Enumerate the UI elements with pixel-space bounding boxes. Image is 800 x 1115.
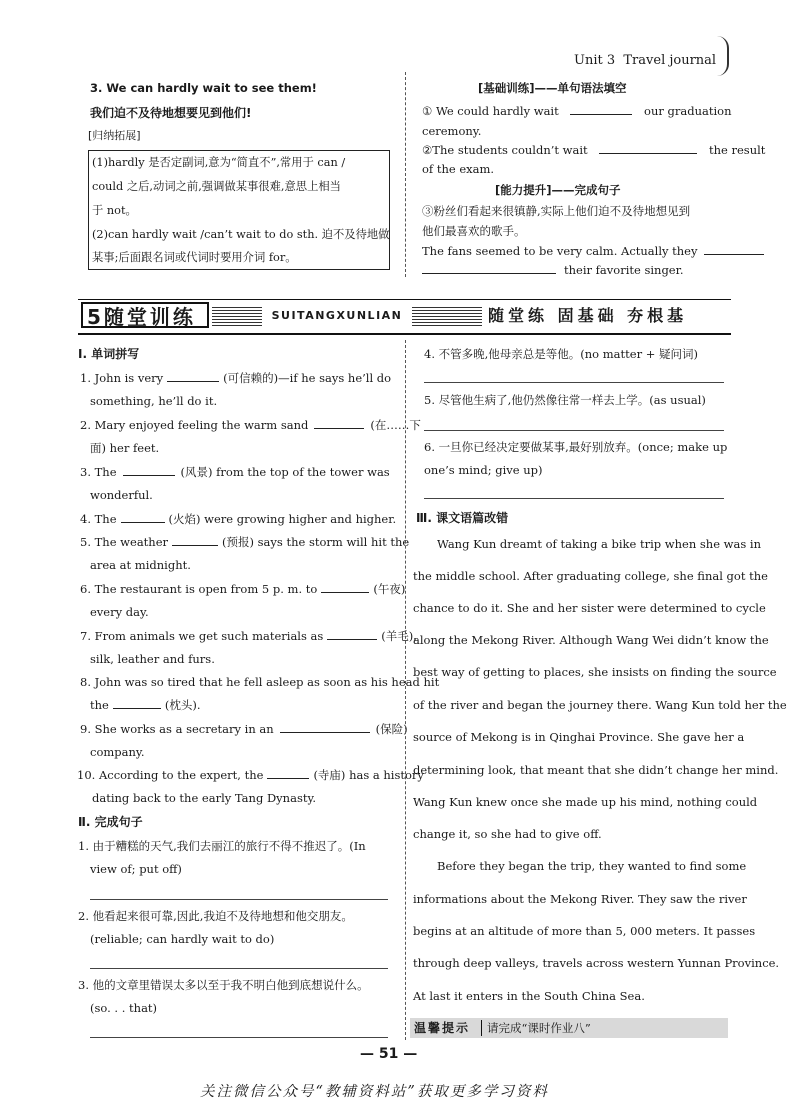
- passage-line: best way of getting to places, she insists on finding the source: [413, 665, 777, 679]
- word-item-7-cont: silk, leather and furs.: [90, 652, 215, 666]
- fill-question-2: ②The students couldn’t wait the result: [422, 143, 766, 157]
- sentence-item-2-cont: (reliable; can hardly wait to do): [90, 932, 275, 946]
- word-item-6: 6. The restaurant is open from 5 p. m. to (午夜): [80, 582, 406, 596]
- answer-line: [424, 430, 724, 431]
- word-item-8: 8. John was so tired that he fell asleep as soon as his head hit: [80, 675, 440, 689]
- summary-tag: [归纳拓展]: [88, 129, 141, 142]
- answer-line: [90, 899, 388, 900]
- section-1-title: Ⅰ. 单词拼写: [78, 347, 140, 361]
- footer-note: 关注微信公众号“教辅资料站”获取更多学习资料: [200, 1084, 549, 1100]
- passage-line: Wang Kun knew once she made up his mind, nothing could: [413, 795, 758, 809]
- example-sentence: 3. We can hardly wait to see them!: [90, 81, 317, 95]
- fill-question-1-cont: ceremony.: [422, 124, 482, 138]
- banner-rule-bottom: [78, 333, 731, 335]
- note-line: (1)hardly 是否定副词,意为“简直不”,常用于 can /: [92, 156, 346, 169]
- word-item-9-cont: company.: [90, 745, 145, 759]
- sentence-item-6: 6. 一旦你已经决定要做某事,最好别放弃。(once; make up: [424, 440, 728, 454]
- banner-slogan: 随堂练 固基础 夯根基: [488, 306, 688, 325]
- sentence-item-1: 1. 由于糟糕的天气,我们去丽江的旅行不得不推迟了。(In: [78, 839, 366, 853]
- note-line: could 之后,动词之前,强调做某事很难,意思上相当: [92, 180, 341, 193]
- passage-line: Wang Kun dreamt of taking a bike trip when she was in: [437, 537, 762, 551]
- basic-training-heading: [基础训练]——单句语法填空: [478, 81, 627, 95]
- section-2-title: Ⅱ. 完成句子: [78, 815, 143, 829]
- word-item-3-cont: wonderful.: [90, 488, 153, 502]
- reminder-label: 温馨提示: [414, 1021, 471, 1035]
- note-line: 某事;后面跟名词或代词时要用介词 for。: [92, 251, 297, 264]
- ability-heading: [能力提升]——完成句子: [495, 183, 621, 197]
- fill-question-2-cont: of the exam.: [422, 162, 495, 176]
- column-divider: [405, 72, 406, 277]
- word-item-5-cont: area at midnight.: [90, 558, 191, 572]
- complete-question-3-english-cont: their favorite singer.: [422, 262, 684, 278]
- unit-label: Unit 3 Travel journal: [574, 53, 717, 68]
- word-item-4: 4. The (火焰) were growing higher and higher.: [80, 512, 397, 526]
- example-translation: 我们迫不及待地想要见到他们!: [90, 106, 252, 120]
- page-curl-decoration: [717, 36, 729, 76]
- complete-question-3-cont: 他们最喜欢的歌手。: [422, 224, 526, 238]
- sentence-item-3-cont: (so. . . that): [90, 1001, 158, 1015]
- passage-line: change it, so she had to give off.: [413, 827, 602, 841]
- answer-line: [424, 498, 724, 499]
- reminder-text: 请完成“课时作业八”: [487, 1021, 591, 1035]
- sentence-item-3: 3. 他的文章里错误太多以至于我不明白他到底想说什么。: [78, 978, 369, 992]
- word-item-6-cont: every day.: [90, 605, 149, 619]
- passage-line: Before they began the trip, they wanted to find some: [437, 859, 747, 873]
- section-3-title: Ⅲ. 课文语篇改错: [416, 511, 509, 525]
- passage-line: chance to do it. She and her sister were determined to cycle: [413, 601, 766, 615]
- complete-question-3-english: The fans seemed to be very calm. Actually they: [422, 243, 764, 259]
- banner-rule-top: [78, 299, 731, 300]
- complete-question-3: ③粉丝们看起来很镇静,实际上他们迫不及待地想见到: [422, 204, 691, 218]
- banner-pinyin: SUITANGXUNLIAN: [262, 306, 412, 326]
- fill-question-1: ① We could hardly wait our graduation: [422, 104, 732, 118]
- sentence-item-5: 5. 尽管他生病了,他仍然像往常一样去上学。(as usual): [424, 393, 706, 407]
- sentence-item-4: 4. 不管多晚,他母亲总是等他。(no matter + 疑问词): [424, 347, 698, 361]
- word-item-5: 5. The weather (预报) says the storm will hit the: [80, 535, 410, 549]
- section-number-title: 5随堂训练: [81, 302, 209, 328]
- word-item-1: 1. John is very (可信赖的)—if he says he’ll do: [80, 371, 392, 385]
- answer-line: [90, 968, 388, 969]
- answer-line: [424, 382, 724, 383]
- passage-line: the middle school. After graduating college, she final got the: [413, 569, 768, 583]
- note-line: (2)can hardly wait /can’t wait to do sth. 迫不及待地做: [92, 228, 390, 241]
- note-line: 于 not。: [92, 204, 137, 217]
- passage-line: determining look, that meant that she didn’t change her mind.: [413, 763, 779, 777]
- passage-line: source of Mekong is in Qinghai Province. She gave her a: [413, 730, 745, 744]
- word-item-1-cont: something, he’ll do it.: [90, 394, 218, 408]
- passage-line: informations about the Mekong River. They saw the river: [413, 892, 747, 906]
- passage-line: of the river and began the journey there. Wang Kun told her the: [413, 698, 787, 712]
- reminder-separator: [481, 1020, 482, 1036]
- word-item-2: 2. Mary enjoyed feeling the warm sand (在……下: [80, 418, 421, 432]
- sentence-item-1-cont: view of; put off): [90, 862, 182, 876]
- passage-line: through deep valleys, travels across western Yunnan Province.: [413, 956, 780, 970]
- word-item-10: 10. According to the expert, the (寺庙) has a history: [77, 768, 424, 782]
- word-item-9: 9. She works as a secretary in an (保险): [80, 722, 408, 736]
- page-number: — 51 —: [360, 1046, 418, 1062]
- passage-line: At last it enters in the South China Sea.: [413, 989, 645, 1003]
- word-item-3: 3. The (风景) from the top of the tower was: [80, 465, 390, 479]
- passage-line: begins at an altitude of more than 5, 000 meters. It passes: [413, 924, 756, 938]
- word-item-8-cont: the (枕头).: [90, 698, 201, 712]
- sentence-item-6-cont: one’s mind; give up): [424, 463, 543, 477]
- word-item-10-cont: dating back to the early Tang Dynasty.: [92, 791, 317, 805]
- passage-line: along the Mekong River. Although Wang Wei didn’t know the: [413, 633, 769, 647]
- sentence-item-2: 2. 他看起来很可靠,因此,我迫不及待地想和他交朋友。: [78, 909, 353, 923]
- word-item-7: 7. From animals we get such materials as (羊毛),: [80, 629, 417, 643]
- word-item-2-cont: 面) her feet.: [90, 441, 160, 455]
- answer-line: [90, 1037, 388, 1038]
- column-divider: [405, 340, 406, 1040]
